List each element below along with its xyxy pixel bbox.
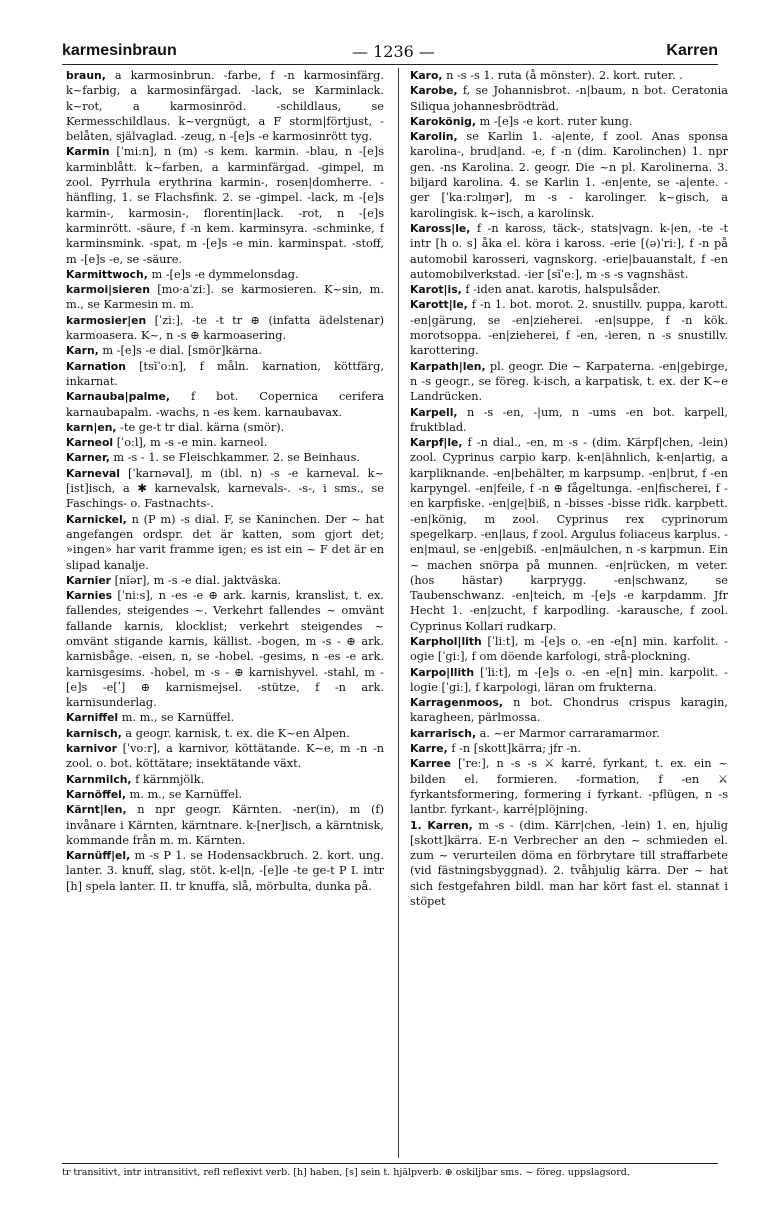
dictionary-entry <box>66 848 384 894</box>
entry-headword: 1. Karren, <box>410 818 473 832</box>
entry-definition: f -n kaross, täck-, stats|vagn. k-|en, -te -t intr [h o. s] åka el. köra i kaross. -erie [(ə)ˈriː], f -n på automobil karosseri, vagnskorg. -erie|bauanstalt, f -en automobilverkstad. -ier [sĭˈeː], m -s -s vagnshäst. <box>410 221 728 281</box>
entry-definition: a karmosinbrun. -farbe, f -n karmosinfärg. k~farbig, a karmosinfärgad. -lack, se Karminlack. k~rot, a karmosinröd. -schildlaus, se Kermesschildlaus. k~vergnügt, a F storm|förtjust, -belåten, självaglad. -zeug, n -[e]s -e karmosinrött tyg. <box>66 69 384 144</box>
entry-definition: [tsĭˈoːn], f måln. karnation, köttfärg, inkarnat. <box>66 359 384 388</box>
entry-headword: Karnier <box>66 573 112 587</box>
footer-divider <box>62 1163 718 1164</box>
entry-headword: Karniffel <box>66 711 119 725</box>
entry-headword: Karnation <box>66 359 126 373</box>
entry-definition: [ˈliːt], m -[e]s o. -en -e[n] min. karfolit. -ogie [ˈgiː], f om döende karfologi, strå-plockning. <box>410 634 728 664</box>
dictionary-entry <box>410 665 728 696</box>
entry-headword: Karott|le, <box>410 298 468 312</box>
entry-headword: Karree <box>410 757 451 771</box>
dictionary-entry <box>410 282 728 297</box>
dictionary-entry <box>410 114 728 129</box>
entry-definition: f -n 1. bot. morot. 2. snustillv. puppa, karott. -en|gärung, se -en|zieherei. -en|suppe, f -n kök. morotsoppa. -en|zieherei, f -en, -ieren, n -s snustillv. karottering. <box>410 298 728 358</box>
entry-definition: f bot. Copernica cerifera karnaubapalm. -wachs, n -es kem. karnaubavax. <box>66 390 384 419</box>
entry-definition: a geogr. karnisk, t. ex. die K~en Alpen. <box>125 726 350 740</box>
entry-definition: n bot. Chondrus crispus karagin, karagheen, pärlmossa. <box>410 696 728 725</box>
dictionary-entry <box>66 802 384 848</box>
entry-definition: [ˈreː], n -s -s ⚔ karré, fyrkant, t. ex. ein ~ bilden el. formieren. -formation, f -en ⚔ fyrkantsformering, formering i fyrkant. -pflügen, n -s lantbr. fyrkant-, karré|plöjning. <box>410 757 728 817</box>
header-left-guideword: karmesinbraun <box>62 42 177 59</box>
entry-definition: a. ~er Marmor carraramarmor. <box>479 726 660 740</box>
entry-headword: Karnmilch, <box>66 772 132 786</box>
entry-headword: Kaross|le, <box>410 221 471 235</box>
column-divider <box>398 68 399 1158</box>
dictionary-entry <box>410 129 728 221</box>
entry-headword: Karo, <box>410 69 443 82</box>
dictionary-entry <box>410 756 728 817</box>
entry-headword: Karmittwoch, <box>66 267 148 281</box>
dictionary-entry <box>410 297 728 358</box>
dictionary-entry <box>410 435 728 634</box>
dictionary-entry <box>410 359 728 405</box>
entry-headword: Karneol <box>66 436 114 450</box>
page-header <box>62 40 718 65</box>
entry-headword: Karragenmoos, <box>410 696 503 710</box>
dictionary-entry <box>410 818 728 910</box>
entry-headword: karnivor <box>66 742 117 756</box>
dictionary-entry <box>66 573 384 588</box>
entry-headword: karn|en, <box>66 420 117 434</box>
entry-definition: [ˈziː], -te -t tr ⊕ (infatta ädelstenar) karmoasera. K~, n -s ⊕ karmoasering. <box>66 313 384 343</box>
entry-definition: n -s -s 1. ruta (å mönster). 2. kort. ruter. . <box>446 69 683 82</box>
dictionary-entry <box>410 634 728 665</box>
dictionary-entry <box>410 741 728 756</box>
entry-definition: m. m., se Karnüffel. <box>129 787 243 801</box>
entry-definition: n -s -en, -|um, n -ums -en bot. karpell, fruktblad. <box>410 405 728 434</box>
dictionary-entry <box>66 343 384 358</box>
entry-headword: braun, <box>66 69 106 82</box>
dictionary-entry <box>66 359 384 390</box>
entry-headword: Karre, <box>410 742 448 756</box>
dictionary-entry <box>410 68 728 83</box>
dictionary-entry <box>410 83 728 114</box>
entry-headword: Karobe, <box>410 84 458 98</box>
dictionary-entry <box>66 466 384 512</box>
entry-definition: n npr geogr. Kärnten. -ner(in), m (f) invånare i Kärnten, kärntnare. k-[ner]isch, a kärntnisk, kommande från m. m. Kärnten. <box>66 803 384 847</box>
entry-headword: Karolin, <box>410 130 458 144</box>
dictionary-entry <box>66 144 384 266</box>
entry-definition: f -iden anat. karotis, halspulsåder. <box>465 283 661 297</box>
entry-headword: Karn, <box>66 344 99 358</box>
entry-definition: [ˈoːl], m -s -e min. karneol. <box>116 436 268 450</box>
entry-definition: [ˈvoːr], a karnivor, köttätande. K~e, m -n -n zool. o. bot. köttätare; insektätande växt. <box>66 742 384 771</box>
entry-definition: n (P m) -s dial. F, se Kaninchen. Der ~ hat angefangen ordspr. det är katten, som gjort det; »ingen» har varit framme igen; es ist ein ~ F det är en slipad kanalje. <box>66 512 384 572</box>
entry-definition: pl. geogr. Die ~ Karpaterna. -en|gebirge, n -s geogr., se föreg. k-isch, a karpatisk, t. ex. der K~e Landrücken. <box>410 359 728 404</box>
dictionary-entry <box>66 588 384 710</box>
dictionary-entry <box>66 710 384 725</box>
dictionary-entry <box>66 435 384 450</box>
dictionary-entry <box>66 726 384 741</box>
entry-definition: m. m., se Karnüffel. <box>121 711 235 725</box>
dictionary-entry <box>410 221 728 282</box>
dictionary-entry <box>410 405 728 436</box>
entry-headword: Karnauba|palme, <box>66 390 170 404</box>
dictionary-entry <box>66 313 384 344</box>
entry-headword: Karnüff|el, <box>66 849 131 863</box>
entry-definition: f kärnmjölk. <box>135 772 205 786</box>
entry-headword: Karphol|lith <box>410 634 482 648</box>
entry-headword: karrarisch, <box>410 726 477 740</box>
page-number: — 1236 — <box>352 42 435 61</box>
dictionary-entry <box>66 772 384 787</box>
dictionary-entry <box>410 695 728 726</box>
entry-headword: Karner, <box>66 451 110 465</box>
abbreviation-key-footer: tr transitivt, intr intransitivt, refl reflexivt verb. [h] haben, [s] sein t. hjälpverb. ⊕ oskiljbar sms. ~ föreg. uppslagsord. <box>62 1167 630 1178</box>
entry-definition: [nĭər], m -s -e dial. jaktväska. <box>114 573 282 587</box>
entry-headword: Karpath|len, <box>410 359 486 373</box>
entry-headword: Karnöffel, <box>66 787 126 801</box>
entry-definition: f -n dial., -en, m -s - (dim. Kärpf|chen, -lein) zool. Cyprinus carpio karp. k-en|ähnlich, k-en|artig, a karpliknande. -en|behälter, m karpsump. -en|brut, f -en karpyngel. -en|feile, f -n ⊕ fågeltunga. -en|fischerei, f -en karpfiske. -en|ge|biß, n -bisses -bisse ridk. karpbett. -en|könig, m zool. Cyprinus rex cyprinorum spegelkarp. -en|laus, f zool. Argulus foliaceus karplus. -en|maul, se -en|gebiß. -en|mäulchen, n -s karpmun. Ein ~ machen snörpa på munnen. -en|rücken, m veter. (hos hästar) karprygg. -en|schwanz, se Taubenschwanz. -en|teich, m -[e]s -e karpdamm. Jfr Hecht 1. -en|zucht, f karpodling. -karausche, f zool. Cyprinus Kollari rudkarp. <box>410 436 728 633</box>
entry-headword: Karneval <box>66 466 121 480</box>
entry-headword: Karnickel, <box>66 512 127 526</box>
entry-definition: [ˈkarnəval], m (ibl. n) -s -e karneval. k~[ist]isch, a ✱ karnevalsk, karnevals-. -s-, i sms., se Faschings- o. Fastnachts-. <box>66 466 384 511</box>
entry-definition: [ˈmiːn], n (m) -s kem. karmin. -blau, n -[e]s karminblått. k~farben, a karminfärgad. -gimpel, m zool. Pyrrhula erythrina karmin-, rosen|domherre. -hänfling, 1. se Flachsfink. 2. se -gimpel. -lack, m -[e]s karmin-, karmosin-, florentin|lack. -rot, n -[e]s karminrött. -säure, f -n kem. karminsyra. -schminke, f karminsmink. -spat, m -[e]s -e min. karminspat. -stoff, m -[e]s -e, se -säure. <box>66 145 384 266</box>
entry-headword: Karot|is, <box>410 283 462 297</box>
entry-definition: m -[e]s -e dial. [smör]kärna. <box>102 344 262 358</box>
entry-definition: -te ge-t tr dial. kärna (smör). <box>120 420 285 434</box>
dictionary-entry <box>66 787 384 802</box>
dictionary-entry <box>66 389 384 420</box>
left-column <box>66 68 384 1158</box>
dictionary-entry <box>66 68 384 144</box>
entry-definition: m -[e]s -e dymmelonsdag. <box>151 267 299 281</box>
entry-headword: Karmin <box>66 145 110 159</box>
dictionary-entry <box>66 450 384 465</box>
dictionary-entry <box>66 741 384 772</box>
entry-definition: m -s P 1. se Hodensackbruch. 2. kort. ung. lanter. 3. knuff, slag, stöt. k-el|n, -[e]le -te ge-t P I. intr [h] spela lanter. II. tr knuffa, slå, mörbulta, dunka på. <box>66 849 384 893</box>
entry-definition: [ˈliːt], m -[e]s o. -en -e[n] min. karpolit. -logie [ˈgiː], f karpologi, läran om frukterna. <box>410 665 728 694</box>
dictionary-entry <box>66 420 384 435</box>
entry-definition: f, se Johannisbrot. -n|baum, n bot. Ceratonia Siliqua johannesbrödträd. <box>410 84 728 113</box>
dictionary-entry <box>66 267 384 282</box>
entry-headword: Karokönig, <box>410 114 476 128</box>
entry-headword: karmoi|sieren <box>66 283 150 297</box>
entry-definition: se Karlin 1. -a|ente, f zool. Anas sponsa karolina-, brud|and. -e, f -n (dim. Karolinchen) 1. npr gen. -ns Karolina. 2. geogr. Die ~n pl. Karolinerna. 3. biljard karolina. 4. se Karlin 1. -en|ente, se -a|ente. -ger [ˈkaːrɔlɪŋər], m -s - karolinger. k~gisch, a karolingisk. k~isch, a karolinsk. <box>410 130 728 220</box>
dictionary-entry <box>410 726 728 741</box>
entry-headword: Karpf|le, <box>410 436 463 450</box>
entry-definition: m -[e]s -e kort. ruter kung. <box>479 114 633 128</box>
entry-headword: Karnies <box>66 589 113 603</box>
header-right-guideword: Karren <box>666 42 718 59</box>
right-column <box>410 68 728 1158</box>
entry-headword: karmosier|en <box>66 313 147 327</box>
entry-headword: karnisch, <box>66 726 122 740</box>
entry-definition: m -s - 1. se Fleischkammer. 2. se Beinhaus. <box>113 451 360 465</box>
entry-headword: Karpell, <box>410 405 458 419</box>
entry-definition: m -s - (dim. Kärr|chen, -lein) 1. en, hjulig [skott]kärra. E-n Verbrecher an den ~ schmieden el. zum ~ verurteilen döma en förbrytare till straffarbete (vid fästningsbyggnad). 2. tvåhjulig kärra. Der ~ hat sich festgefahren bildl. man har kört fast el. stannat i stöpet <box>410 818 728 909</box>
entry-definition: [mo·aˈziː]. se karmosieren. K~sin, m. m., se Karmesin m. m. <box>66 283 384 312</box>
entry-definition: [ˈniːs], n -es -e ⊕ ark. karnis, kranslist, t. ex. fallendes, steigendes ~. Verkehrt fallendes ~ omvänt fallande karnis, klocklist; verkehrt steigendes ~ omvänt stigande karnis, källist. -bogen, m -s - ⊕ ark. karnisbåge. -eisen, n, se -hobel. -gesims, n -es -e ark. karnisgesims. -hobel, m -s - ⊕ karnishyvel. -stahl, m -[e]s -e[ʹ] ⊕ karnismejsel. -stütze, f -n ark. karnisunderlag. <box>66 589 384 710</box>
entry-definition: f -n [skott]kärra; jfr -n. <box>451 742 581 756</box>
entry-headword: Karpo|llith <box>410 665 475 679</box>
dictionary-entry <box>66 512 384 573</box>
dictionary-entry <box>66 282 384 313</box>
entry-headword: Kärnt|len, <box>66 803 127 817</box>
